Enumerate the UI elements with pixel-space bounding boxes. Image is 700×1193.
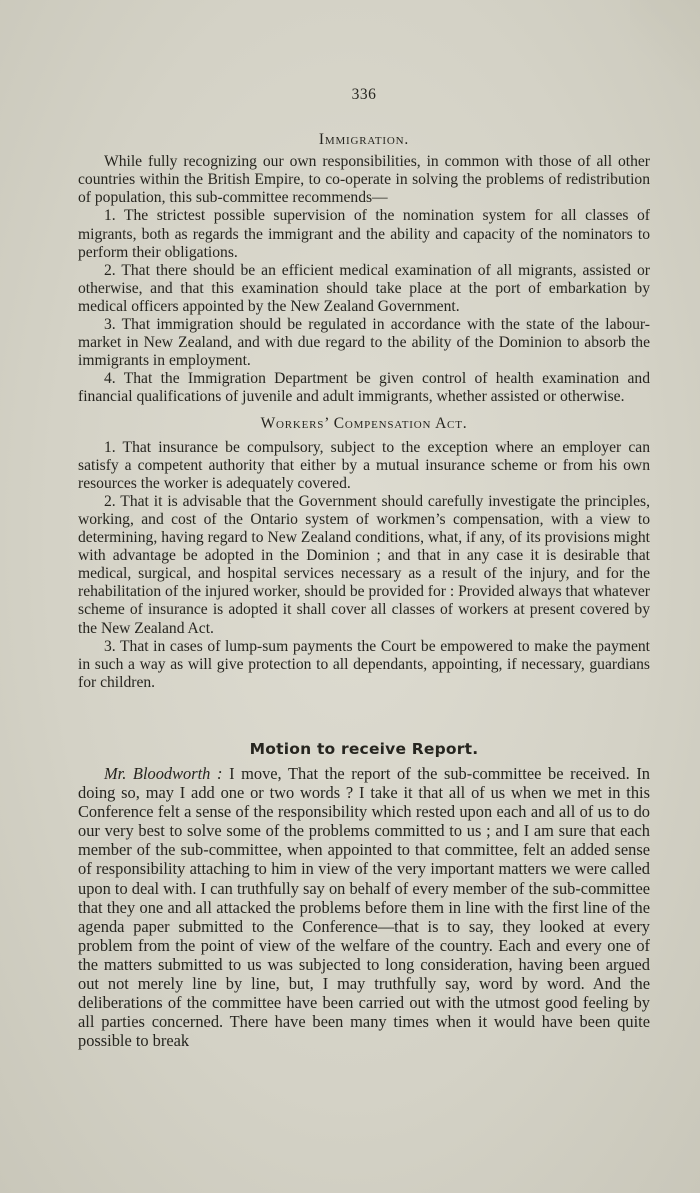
motion-section [78,764,650,1050]
page-number: 336 [351,86,377,103]
page-text [78,86,650,1050]
immigration-item-1: 1. The strictest possible supervision of the nomination system for all classes of migrants, both as regards the immigrant and the ability and capacity of the nominators to perform their obligations. [78,207,650,261]
page-corner-shadow [630,0,700,90]
immigration-item-3: 3. That immigration should be regulated in accordance with the state of the labour-market in New Zealand, and with due regard to the ability of the Dominion to absorb the immigrants in employment. [78,316,650,370]
immigration-heading: Immigration. [318,131,410,149]
compensation-item-2: 2. That it is advisable that the Government should carefully investigate the principles, working, and cost of the Ontario system of workmen’s compensation, with a view to determining, having regard to New Zealand conditions, what, if any, of its provisions might with advantage be adopted in the Dominion ; and that in any case it is desirable that medical, surgical, and hospital services necessary as a result of the injury, and for the rehabilitation of the injured worker, should be provided for : Provided always that whatever scheme of insurance is adopted it shall cover all classes of workers at present covered by the New Zealand Act. [78,492,650,637]
immigration-item-4: 4. That the Immigration Department be given control of health examination and financial qualifications of juvenile and adult immigrants, whether assisted or otherwise. [78,370,650,406]
motion-paragraph [78,764,650,1050]
compensation-item-1: 1. That insurance be compulsory, subject to the exception where an employer can satisfy a competent authority that either by a mutual insurance scheme or from his own resources the worker is adequately covered. [78,438,650,492]
workers-compensation-heading: Workers’ Compensation Act. [260,414,468,432]
immigration-item-2: 2. That there should be an efficient medical examination of all migrants, assisted or otherwise, and that this examination should take place at the port of embarkation by medical officers appointed by the New Zealand Government. [78,261,650,315]
motion-heading: Motion to receive Report. [249,739,479,758]
compensation-item-3: 3. That in cases of lump-sum payments the Court be empowered to make the payment in such a way as will give protection to all dependants, appointing, if necessary, guardians for children. [78,637,650,691]
motion-text: I move, That the report of the sub-committee be received. In doing so, may I add one or two words ? I take it that all of us when we met in this Conference felt a sense of the responsibility which rested upon each and all of us to do our very best to solve some of the problems committed to us ; and I am sure that each member of the sub-committee, when appointed to that committee, felt an added sense of responsibility attaching to him in view of the very important matters we were called upon to deal with. I can truthfully say on behalf of every member of the sub-committee that they one and all attacked the problems before them in line with the first line of the agenda paper submitted to the Conference—that is to say, they looked at every problem from the point of view of the welfare of the country. Each and every one of the matters submitted to us was subjected to long consideration, having been argued out not merely line by line, but, I may truthfully say, word by word. And the deliberations of the committee have been carried out with the utmost good feeling by all parties concerned. There have been many times when it would have been quite possible to break [78,764,650,1051]
immigration-intro: While fully recognizing our own responsibilities, in common with those of all other countries within the British Empire, to co-operate in solving the problems of redistribution of population, this sub-committee recommends— [78,153,650,207]
speaker-name: Mr. Bloodworth : [104,764,223,783]
